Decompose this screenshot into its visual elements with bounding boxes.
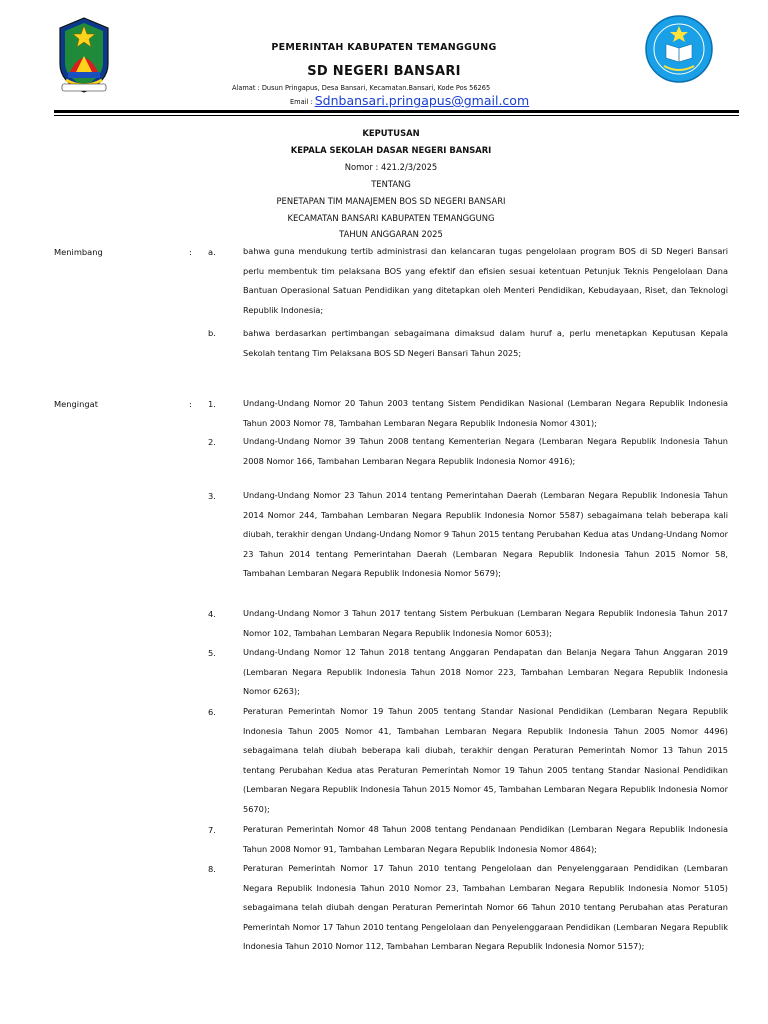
doc-subject-line-1: PENETAPAN TIM MANAJEMEN BOS SD NEGERI BANSARI (276, 196, 506, 206)
mengingat-item-2-text: Undang-Undang Nomor 39 Tahun 2008 tentang Kementerian Negara (Lembaran Negara Republik Indonesia Tahun 2008 Nomor 166, Tambahan Lembaran Negara Republik Indonesia Nomor 4916); (243, 436, 728, 466)
mengingat-item-7-text: Peraturan Pemerintah Nomor 48 Tahun 2008 tentang Pendanaan Pendidikan (Lembaran Negara Republik Indonesia Tahun 2008 Nomor 91, Tambahan Lembaran Negara Republik Indonesia Nomor 4864); (243, 824, 728, 854)
mengingat-item-2-num: 2. (208, 437, 216, 447)
doc-title-keputusan: KEPUTUSAN (362, 128, 420, 138)
letterhead-rule-thin (54, 115, 739, 116)
school-name-heading: SD NEGERI BANSARI (307, 64, 461, 79)
mengingat-item-1-text: Undang-Undang Nomor 20 Tahun 2003 tentang Sistem Pendidikan Nasional (Lembaran Negara Republik Indonesia Tahun 2003 Nomor 78, Tambahan Lembaran Negara Republik Indonesia Nomor 4301); (243, 398, 728, 428)
email-link[interactable]: Sdnbansari.pringapus@gmail.com (314, 93, 530, 108)
menimbang-label: Menimbang (54, 247, 103, 257)
school-address: Alamat : Dusun Pringapus, Desa Bansari, Kecamatan.Bansari, Kode Pos 56265 (232, 84, 491, 92)
doc-subject-line-3: TAHUN ANGGARAN 2025 (339, 229, 443, 239)
mengingat-label: Mengingat (54, 399, 98, 409)
menimbang-item-a-text: bahwa guna mendukung tertib administrasi dan kelancaran tugas pengelolaan program BOS di SD Negeri Bansari perlu membentuk tim pelaksana BOS yang efektif dan efisien sesuai ketentuan Petunjuk Teknis Pengelolaan Dana Bantuan Operasional Satuan Pendidikan yang ditetapkan oleh Menteri Pendidikan, Kebudayaan, Riset, dan Teknologi Republik Indonesia; (243, 246, 728, 315)
mengingat-item-8-num: 8. (208, 864, 216, 874)
mengingat-item-4-text: Undang-Undang Nomor 3 Tahun 2017 tentang Sistem Perbukuan (Lembaran Negara Republik Indonesia Tahun 2017 Nomor 102, Tambahan Lembaran Negara Republik Indonesia Nomor 6053); (243, 608, 728, 638)
government-heading: PEMERINTAH KABUPATEN TEMANGGUNG (271, 42, 497, 53)
mengingat-item-4-num: 4. (208, 609, 216, 619)
menimbang-item-b-num: b. (208, 328, 216, 338)
mengingat-item-7-num: 7. (208, 825, 216, 835)
mengingat-item-8-text: Peraturan Pemerintah Nomor 17 Tahun 2010 tentang Pengelolaan dan Penyelenggaraan Pendidikan (Lembaran Negara Republik Indonesia Tahun 2010 Nomor 23, Tambahan Lembaran Negara Republik Indonesia Nomor 5105) sebagaimana telah diubah dengan Peraturan Pemerintah Nomor 66 Tahun 2010 tentang Perubahan atas Peraturan Pemerintah Nomor 17 Tahun 2010 tentang Pengelolaan dan Penyelenggaraan Pendidikan (Lembaran Negara Republik Indonesia Tahun 2010 Nomor 112, Tambahan Lembaran Negara Republik Indonesia Nomor 5157); (243, 863, 728, 951)
menimbang-item-b-text: bahwa berdasarkan pertimbangan sebagaimana dimaksud dalam huruf a, perlu menetapkan Keputusan Kepala Sekolah tentang Tim Pelaksana BOS SD Negeri Bansari Tahun 2025; (243, 328, 728, 358)
email-line (290, 93, 529, 108)
menimbang-colon: : (189, 247, 192, 257)
mengingat-item-6-text: Peraturan Pemerintah Nomor 19 Tahun 2005 tentang Standar Nasional Pendidikan (Lembaran Negara Republik Indonesia Tahun 2005 Nomor 41, Tambahan Lembaran Negara Republik Indonesia Tahun 2005 Nomor 4496) sebagaimana telah diubah beberapa kali diubah, terakhir dengan Peraturan Pemerintah Nomor 13 Tahun 2015 tentang Perubahan Kedua atas Peraturan Pemerintah Nomor 19 Tahun 2005 tentang Standar Nasional Pendidikan (Lembaran Negara Republik Indonesia Tahun 2015 Nomor 45, Tambahan Lembaran Negara Republik Indonesia Nomor 5670); (243, 706, 728, 814)
letterhead-rule-thick (54, 110, 739, 113)
mengingat-item-5-text: Undang-Undang Nomor 12 Tahun 2018 tentang Anggaran Pendapatan dan Belanja Negara Tahun Anggaran 2019 (Lembaran Negara Republik Indonesia Tahun 2018 Nomor 223, Tambahan Lembaran Negara Republik Indonesia Nomor 6263); (243, 647, 728, 696)
doc-tentang: TENTANG (371, 179, 411, 189)
mengingat-item-1-num: 1. (208, 399, 216, 409)
mengingat-item-3-num: 3. (208, 491, 216, 501)
email-label: Email : (290, 98, 313, 106)
temanggung-coat-of-arms-logo (54, 14, 114, 96)
doc-title-kepala: KEPALA SEKOLAH DASAR NEGERI BANSARI (290, 145, 492, 155)
mengingat-item-3-text: Undang-Undang Nomor 23 Tahun 2014 tentang Pemerintahan Daerah (Lembaran Negara Republik Indonesia Tahun 2014 Nomor 244, Tambahan Lembaran Negara Republik Indonesia Nomor 5587) sebagaimana telah beberapa kali diubah, terakhir dengan Undang-Undang Nomor 9 Tahun 2015 tentang Perubahan Kedua atas Undang-Undang Nomor 23 Tahun 2014 tentang Pemerintahan Daerah (Lembaran Negara Republik Indonesia Tahun 2015 Nomor 58, Tambahan Lembaran Negara Republik Indonesia Nomor 5679); (243, 490, 728, 578)
doc-subject-line-2: KECAMATAN BANSARI KABUPATEN TEMANGGUNG (287, 213, 495, 223)
mengingat-item-5-num: 5. (208, 648, 216, 658)
menimbang-item-a-num: a. (208, 247, 216, 257)
mengingat-colon: : (189, 399, 192, 409)
mengingat-item-6-num: 6. (208, 707, 216, 717)
doc-number: Nomor : 421.2/3/2025 (344, 162, 438, 172)
